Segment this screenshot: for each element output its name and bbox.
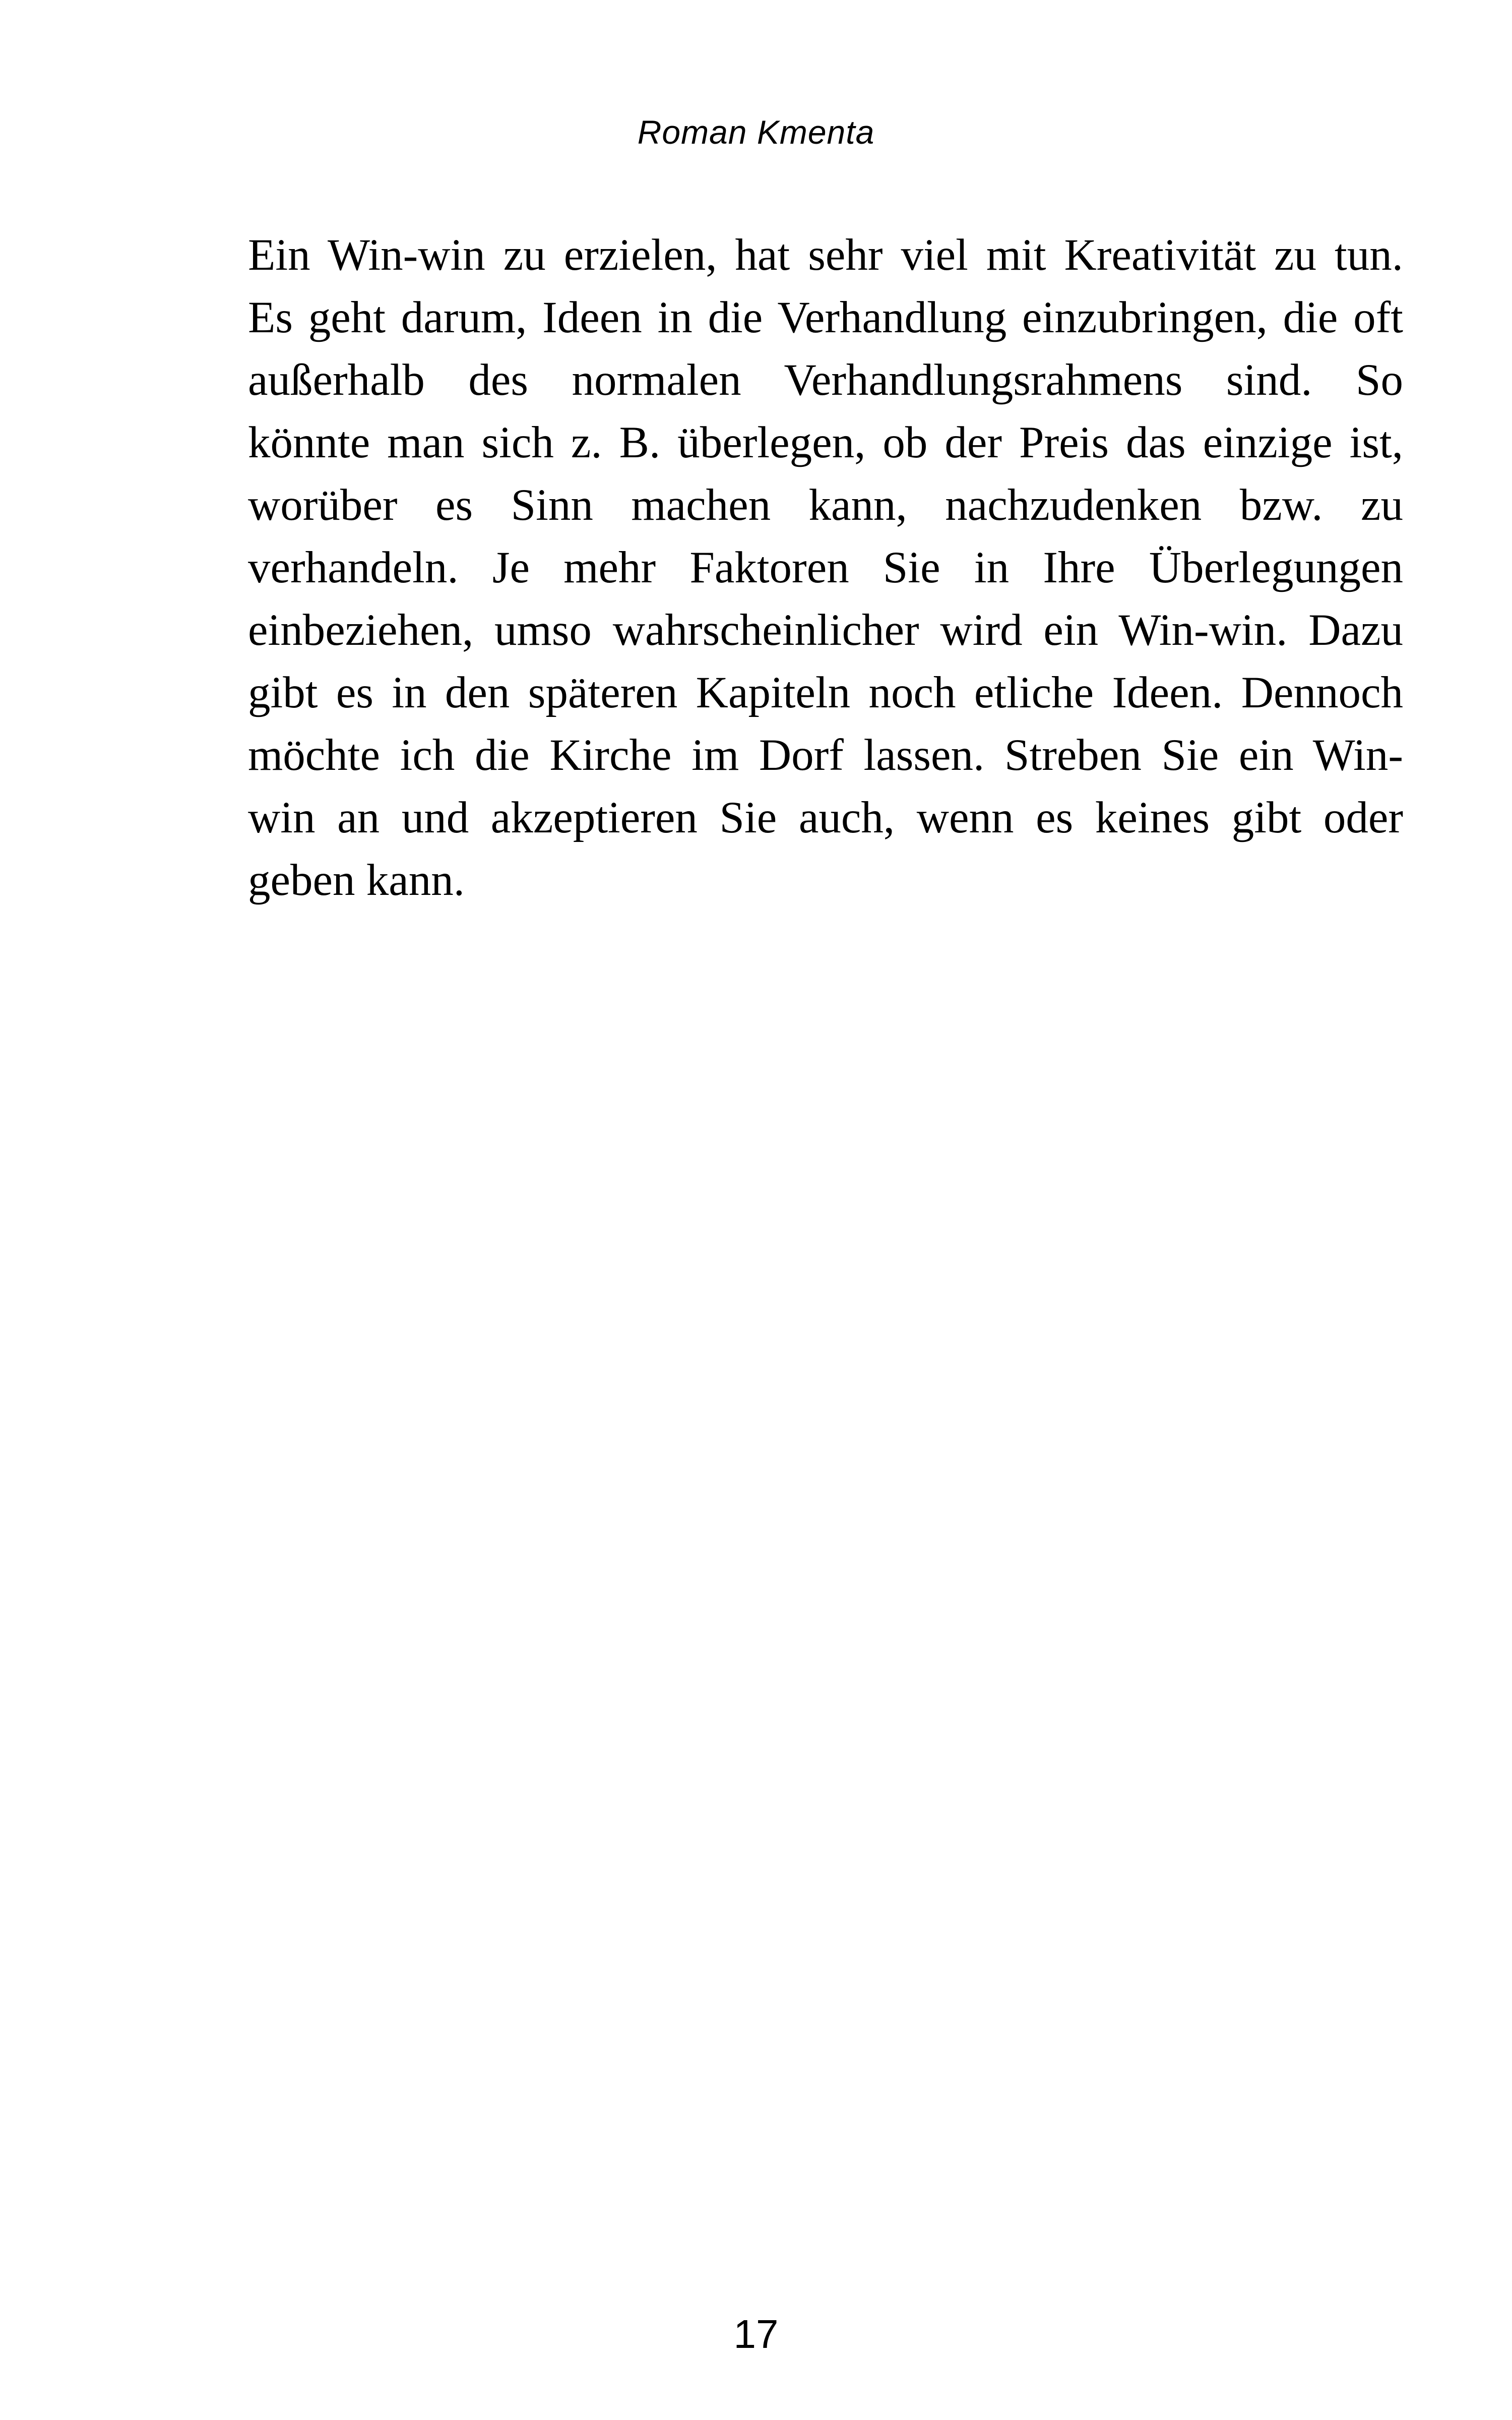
paragraph-line: könnte man sich z. B. überlegen, ob der Preis das einzige ist, — [248, 418, 1403, 467]
paragraph-line: einbeziehen, umso wahrscheinlicher wird ein Win-win. Dazu — [248, 606, 1403, 655]
body-paragraph — [248, 224, 1403, 912]
paragraph-line: verhandeln. Je mehr Faktoren Sie in Ihre Überlegungen — [248, 543, 1403, 592]
paragraph-line: Es geht darum, Ideen in die Verhandlung einzubringen, die oft — [248, 293, 1403, 342]
paragraph-line: möchte ich die Kirche im Dorf lassen. Streben Sie ein Win- — [248, 731, 1403, 780]
page-number: 17 — [733, 2312, 779, 2356]
paragraph-line: win an und akzeptieren Sie auch, wenn es keines gibt oder — [248, 793, 1403, 842]
paragraph-line: gibt es in den späteren Kapiteln noch etliche Ideen. Dennoch — [248, 668, 1403, 717]
running-header: Roman Kmenta — [637, 113, 875, 151]
paragraph-line: Ein Win-win zu erzielen, hat sehr viel mit Kreativität zu tun. — [248, 230, 1403, 280]
paragraph-line: geben kann. — [248, 856, 465, 905]
paragraph-line: worüber es Sinn machen kann, nachzudenken bzw. zu — [248, 480, 1403, 530]
paragraph-line: außerhalb des normalen Verhandlungsrahmens sind. So — [248, 355, 1403, 405]
